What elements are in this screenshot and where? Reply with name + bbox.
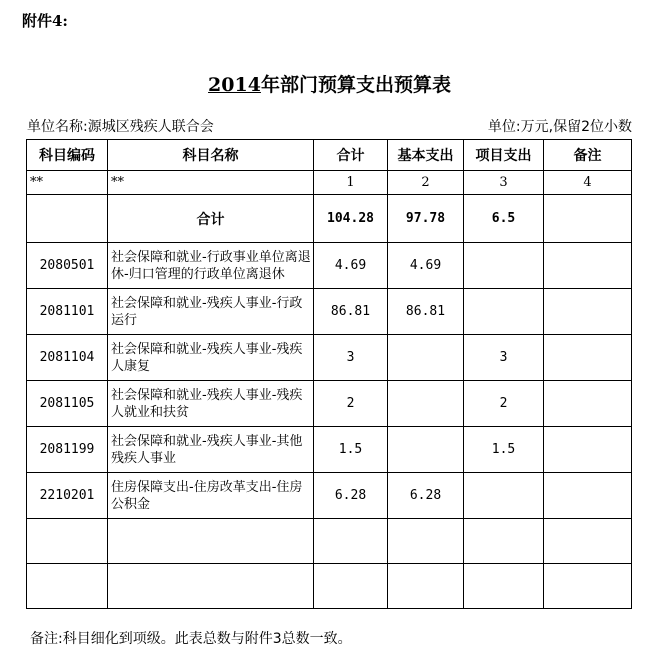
item-code: 2210201 bbox=[27, 473, 108, 519]
item-name: 住房保障支出-住房改革支出-住房公积金 bbox=[108, 473, 314, 519]
table-row bbox=[27, 381, 632, 427]
title-text: 年部门预算支出预算表 bbox=[260, 74, 451, 96]
header-cell: 科目编码 bbox=[27, 140, 108, 171]
empty-cell bbox=[388, 564, 464, 609]
item-name: 社会保障和就业-残疾人事业-残疾人就业和扶贫 bbox=[108, 381, 314, 427]
item-basic bbox=[388, 427, 464, 473]
item-total: 2 bbox=[314, 381, 388, 427]
item-note bbox=[544, 381, 632, 427]
item-total: 1.5 bbox=[314, 427, 388, 473]
empty-cell bbox=[388, 519, 464, 564]
table-row bbox=[27, 427, 632, 473]
header-cell: 项目支出 bbox=[464, 140, 544, 171]
item-project bbox=[464, 473, 544, 519]
item-basic bbox=[388, 381, 464, 427]
item-total: 3 bbox=[314, 335, 388, 381]
item-code: 2081101 bbox=[27, 289, 108, 335]
empty-cell bbox=[314, 519, 388, 564]
item-note bbox=[544, 335, 632, 381]
total-row bbox=[27, 195, 632, 243]
item-project: 1.5 bbox=[464, 427, 544, 473]
unit-note: 单位:万元,保留2位小数 bbox=[487, 119, 632, 135]
total-project: 6.5 bbox=[464, 195, 544, 243]
item-total: 6.28 bbox=[314, 473, 388, 519]
index-cell: 4 bbox=[544, 171, 632, 195]
page-title bbox=[0, 70, 659, 97]
item-note bbox=[544, 289, 632, 335]
table-row bbox=[27, 243, 632, 289]
empty-cell bbox=[464, 564, 544, 609]
total-note bbox=[544, 195, 632, 243]
item-basic bbox=[388, 335, 464, 381]
item-name: 社会保障和就业-残疾人事业-行政运行 bbox=[108, 289, 314, 335]
index-cell: ** bbox=[27, 171, 108, 195]
footnote: 备注:科目细化到项级。此表总数与附件3总数一致。 bbox=[30, 631, 352, 647]
header-row bbox=[27, 140, 632, 171]
empty-cell bbox=[464, 519, 544, 564]
item-code: 2080501 bbox=[27, 243, 108, 289]
item-code: 2081104 bbox=[27, 335, 108, 381]
total-code-cell bbox=[27, 195, 108, 243]
item-note bbox=[544, 473, 632, 519]
empty-row bbox=[27, 519, 632, 564]
budget-table bbox=[26, 139, 632, 609]
header-cell: 备注 bbox=[544, 140, 632, 171]
item-project: 3 bbox=[464, 335, 544, 381]
index-cell: 3 bbox=[464, 171, 544, 195]
item-total: 86.81 bbox=[314, 289, 388, 335]
empty-cell bbox=[544, 519, 632, 564]
total-basic: 97.78 bbox=[388, 195, 464, 243]
item-basic: 4.69 bbox=[388, 243, 464, 289]
index-cell: ** bbox=[108, 171, 314, 195]
item-name: 社会保障和就业-行政事业单位离退休-归口管理的行政单位离退休 bbox=[108, 243, 314, 289]
item-name: 社会保障和就业-残疾人事业-残疾人康复 bbox=[108, 335, 314, 381]
index-cell: 2 bbox=[388, 171, 464, 195]
title-year: 2014 bbox=[208, 74, 261, 96]
index-cell: 1 bbox=[314, 171, 388, 195]
item-project bbox=[464, 289, 544, 335]
unit-name: 单位名称:源城区残疾人联合会 bbox=[27, 119, 214, 135]
header-cell: 合计 bbox=[314, 140, 388, 171]
total-label: 合计 bbox=[108, 195, 314, 243]
empty-cell bbox=[314, 564, 388, 609]
total-sum: 104.28 bbox=[314, 195, 388, 243]
item-code: 2081105 bbox=[27, 381, 108, 427]
header-cell: 科目名称 bbox=[108, 140, 314, 171]
table-row bbox=[27, 289, 632, 335]
table-row bbox=[27, 473, 632, 519]
item-name: 社会保障和就业-残疾人事业-其他残疾人事业 bbox=[108, 427, 314, 473]
item-basic: 6.28 bbox=[388, 473, 464, 519]
item-note bbox=[544, 243, 632, 289]
empty-cell bbox=[544, 564, 632, 609]
empty-cell bbox=[27, 519, 108, 564]
empty-cell bbox=[108, 519, 314, 564]
empty-cell bbox=[27, 564, 108, 609]
item-code: 2081199 bbox=[27, 427, 108, 473]
empty-row bbox=[27, 564, 632, 609]
item-project: 2 bbox=[464, 381, 544, 427]
attachment-label: 附件4: bbox=[22, 12, 68, 30]
item-note bbox=[544, 427, 632, 473]
empty-cell bbox=[108, 564, 314, 609]
item-total: 4.69 bbox=[314, 243, 388, 289]
header-cell: 基本支出 bbox=[388, 140, 464, 171]
table-row bbox=[27, 335, 632, 381]
index-row bbox=[27, 171, 632, 195]
item-project bbox=[464, 243, 544, 289]
item-basic: 86.81 bbox=[388, 289, 464, 335]
